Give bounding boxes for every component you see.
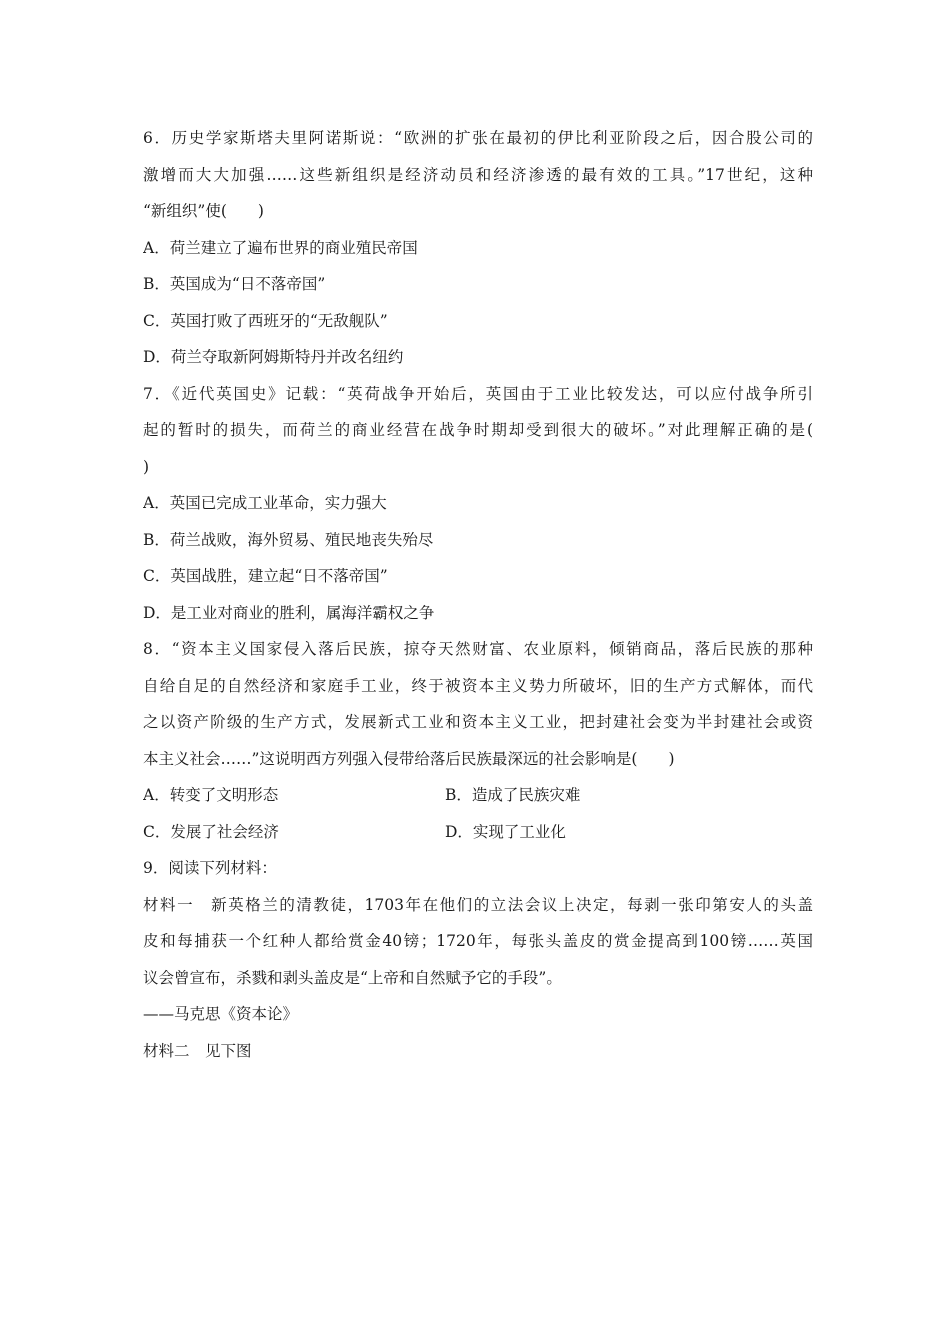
- material-1-line-1: 材料一 新英格兰的清教徒，1703年在他们的立法会议上决定，每剥一张印第安人的头盖: [143, 895, 813, 914]
- question-8-stem-line-2: 自给自足的自然经济和家庭手工业，终于被资本主义势力所破坏，旧的生产方式解体，而代: [143, 676, 813, 695]
- question-9: [143, 850, 813, 1069]
- question-7-option-b: B．荷兰战败，海外贸易、殖民地丧失殆尽: [143, 530, 434, 549]
- question-6-stem-line-1: 6．历史学家斯塔夫里阿诺斯说：“欧洲的扩张在最初的伊比利亚阶段之后，因合股公司的: [143, 129, 813, 147]
- question-6-option-a: A．荷兰建立了遍布世界的商业殖民帝国: [143, 238, 418, 257]
- question-7-stem-line-2: 起的暂时的损失，而荷兰的商业经营在战争时期却受到很大的破坏。”对此理解正确的是(: [143, 421, 813, 439]
- question-7-option-a: A．英国已完成工业革命，实力强大: [143, 494, 387, 512]
- question-6-stem-line-3: “新组织”使( ): [143, 202, 264, 220]
- question-7-option-d: D．是工业对商业的胜利，属海洋霸权之争: [143, 603, 435, 622]
- document-content: [143, 120, 813, 1069]
- question-8-options-row-2: [143, 814, 813, 851]
- question-8-stem-line-3: 之以资产阶级的生产方式，发展新式工业和资本主义工业，把封建社会变为半封建社会或资: [143, 713, 813, 731]
- material-1-line-3: 议会曾宣布，杀戮和剥头盖皮是“上帝和自然赋予它的手段”。: [143, 968, 562, 987]
- question-7: [143, 376, 813, 632]
- question-8-stem-line-1: 8．“资本主义国家侵入落后民族，掠夺天然财富、农业原料，倾销商品，落后民族的那种: [143, 640, 813, 658]
- question-7-stem-line-1: 7．《近代英国史》记载：“英荷战争开始后，英国由于工业比较发达，可以应付战争所引: [143, 384, 813, 403]
- question-8-option-a: A．转变了文明形态: [143, 786, 279, 804]
- material-1-source: ——马克思《资本论》: [143, 1005, 299, 1023]
- question-8: [143, 631, 813, 850]
- question-8-option-b: B．造成了民族灾难: [445, 786, 581, 804]
- material-1-line-2: 皮和每捕获一个红种人都给赏金40镑；1720年，每张头盖皮的赏金提高到100镑……英国: [143, 932, 813, 950]
- question-6-option-b: B．英国成为“日不落帝国”: [143, 275, 326, 293]
- question-7-stem-line-3: ): [143, 457, 150, 476]
- question-8-options-row-1: [143, 777, 813, 814]
- question-6-stem-line-2: 激增而大大加强……这些新组织是经济动员和经济渗透的最有效的工具。”17世纪，这种: [143, 165, 813, 184]
- question-6-option-c: C．英国打败了西班牙的“无敌舰队”: [143, 311, 388, 330]
- question-6-option-d: D．荷兰夺取新阿姆斯特丹并改名纽约: [143, 348, 404, 366]
- question-8-option-c: C．发展了社会经济: [143, 822, 279, 841]
- question-7-option-c: C．英国战胜，建立起“日不落帝国”: [143, 567, 388, 585]
- question-9-title: 9．阅读下列材料：: [143, 859, 277, 877]
- material-2-label: 材料二 见下图: [143, 1041, 252, 1060]
- question-8-option-d: D．实现了工业化: [445, 822, 566, 841]
- question-6: [143, 120, 813, 376]
- question-8-stem-line-4: 本主义社会……”这说明西方列强入侵带给落后民族最深远的社会影响是( ): [143, 749, 675, 768]
